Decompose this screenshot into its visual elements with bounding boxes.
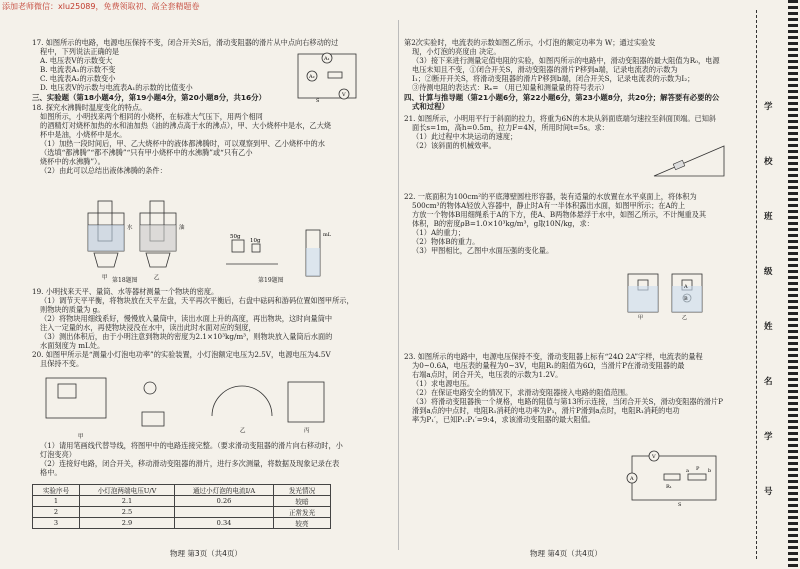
left-text-line: （1）加热一段时间后，甲、乙大烧杯中的液体都沸腾时，可以观察到甲、乙小烧杯中的水 — [40, 139, 325, 148]
B-label: B — [684, 296, 688, 302]
left-text-line: （选填“都沸腾”“都不沸腾”“只有甲小烧杯中的水沸腾”或“只有乙小 — [40, 148, 253, 157]
jia-label: 甲 — [102, 275, 108, 281]
left-text-line: 17. 如图所示的电路，电源电压保持不变，闭合开关S后，滑动变阻器的滑片从中点向右移动的过 — [32, 38, 339, 47]
right-text-line: 体积，B的密度ρB=1.0×10³kg/m³，g取10N/kg，求： — [412, 219, 594, 228]
a-label: a — [686, 468, 689, 474]
left-text-line: 19. 小明找来天平、量筒、水等器材测量一个物块的密度。 — [32, 287, 219, 296]
right-text-line: 23. 如图所示的电路中，电源电压保持不变，滑动变阻器上标有“24Ω 2A”字样，电流表的量程 — [404, 352, 703, 361]
P-label-23: P — [696, 466, 700, 472]
right-text-line: 现，小灯泡的亮度由 决定。 — [412, 47, 501, 56]
right-text-line: 右端a点时，闭合开关，电压表的示数为1.2V。 — [412, 370, 563, 379]
binding-char: 号 — [764, 487, 773, 497]
right-text-line: 电压未知且不变，①闭合开关S，滑动变阻器的滑片P移到a端，记录电流表的示数为 — [412, 65, 678, 74]
b-label: b — [708, 468, 712, 474]
left-text-line: 三、实验题（第18小题4分，第19小题4分，第20小题8分，共16分） — [32, 93, 266, 102]
right-text-line: （2）在保证电路安全的情况下，求滑动变阻器接入电路的阻值范围。 — [412, 388, 633, 397]
table-header: 发光情况 — [274, 485, 331, 496]
binding-char: 学 — [764, 102, 773, 112]
right-text-line: 式和过程） — [412, 102, 449, 111]
left-text-line: 的酒精灯对烧杯加热的水和油加热（油的沸点高于水的沸点），甲、大小烧杯中是水，乙大烧 — [40, 121, 332, 130]
left-text-line: （1）调节天平平衡，将物块放在天平左盘，天平再次平衡后，右盘中砝码和游码位置如图甲所示， — [40, 296, 354, 305]
left-text-line: （3）测出体积后，由于小明注意到物块的密度为2.1×10³kg/m³，则物块放入量筒后水面的 — [40, 332, 333, 341]
table-row: 3 2.9 0.34 较亮 — [33, 518, 331, 529]
edge-pattern — [788, 0, 798, 569]
page-divider — [398, 20, 399, 550]
watermark: 添加老师微信：xlu25089，免费领取初、高全套精题卷 — [2, 2, 200, 11]
left-text-line: B. 电流表A₁的示数不变 — [40, 65, 116, 74]
right-text-line: 21. 如图所示，小明用平行于斜面的拉力，将重为6N的木块从斜面底端匀速拉至斜面顶端。已知斜 — [404, 114, 717, 123]
V-label: V — [342, 92, 346, 98]
table-header: 通过小灯泡的电流I/A — [175, 485, 274, 496]
right-text-line: （1）A的重力； — [412, 228, 465, 237]
right-text-line: 22. 一底面积为100cm²的平底薄壁圆柱形容器，装有适量的水放置在水平桌面上，将体积为 — [404, 192, 697, 201]
ml-label: mL — [323, 232, 332, 238]
q23-circuit-figure — [626, 448, 722, 506]
left-text-line: （2）连接好电路，闭合开关，移动滑动变阻器的滑片，进行多次测量，将数据及现象记录在表 — [40, 459, 340, 468]
left-text-line: 烧杯中的水沸腾”）。 — [40, 157, 105, 166]
right-text-line: （3）甲图相比，乙图中水面压强的变化量。 — [412, 246, 554, 255]
right-text-line: （3）将滑动变阻器换一个规格，电路的阻值与第13所示连接，当闭合开关S，滑动变阻器的滑片P — [412, 397, 723, 406]
left-text-line: A. 电压表V的示数变大 — [40, 56, 113, 65]
left-text-line: 程中，下列说法正确的是 — [40, 47, 120, 56]
table-row: 1 2.1 0.26 较暗 — [33, 496, 331, 507]
left-text-line: （2）将物块用细线系好，慢慢放入量筒中，读出水面上升的高度，再出物块，这时向量筒中 — [40, 314, 333, 323]
left-text-line: 则物块的质量为 g。 — [40, 305, 105, 314]
yi-label: 乙 — [154, 275, 160, 281]
right-text-line: 面长s=1m，高h=0.5m，拉力F=4N，所用时间t=5s。求： — [412, 123, 609, 132]
left-text-line: 18. 探究水沸腾时温度变化的特点。 — [32, 103, 147, 112]
fig19-caption: 第19题图 — [258, 277, 284, 284]
fig18-caption: 第18题图 — [112, 277, 138, 284]
jia-label-22: 甲 — [638, 315, 644, 320]
right-text-line: 第2次实验时，电流表的示数如图乙所示，小灯泡的额定功率为 W；通过实验发 — [404, 38, 656, 47]
left-text-line: （1）请用笔画线代替导线，将图甲中的电路连接完整。（要求滑动变阻器的滑片向右移动时，小 — [40, 441, 343, 450]
A-label-23: A — [630, 476, 634, 482]
right-text-line: 为0~0.6A，电压表的量程为0~3V，电阻R₁的阻值为6Ω，当滑片P在滑动变阻器的最 — [412, 361, 685, 370]
right-text-line: 500cm³的物体A轻放入容器中，静止时A有一半体积露出水面，如图甲所示；在A的上 — [412, 201, 686, 210]
footer-left: 物理 第3页（共4页） — [170, 549, 242, 558]
left-text-line: 20. 如图甲所示是“测量小灯泡电功率”的实验装置，小灯泡额定电压为2.5V，电源电压为4.5V — [32, 350, 331, 359]
right-text-line: （2）物体B的重力。 — [412, 237, 480, 246]
left-text-line: 灯泡变亮） — [40, 450, 76, 459]
q19-balance-figure — [222, 228, 332, 280]
table-header-row — [33, 485, 331, 496]
binding-char: 名 — [764, 377, 773, 387]
oil-label: 油 — [179, 225, 185, 231]
q20-data-table — [32, 484, 331, 529]
jia-label-20: 甲 — [78, 434, 84, 440]
q20-apparatus-figure — [42, 372, 332, 442]
m10-label: 10g — [250, 238, 261, 244]
binding-char: 级 — [764, 267, 773, 277]
q17-circuit-figure — [292, 48, 362, 104]
right-text-line: （1）此过程中木块运动的速度； — [412, 132, 518, 141]
right-text-line: ③待测电阻的表达式：Rₓ= （用已知量和测量量的符号表示） — [412, 83, 609, 92]
yi-label-20: 乙 — [240, 428, 246, 434]
left-text-line: 且保持不变。 — [40, 359, 84, 368]
R1-label-23: R₁ — [666, 484, 672, 490]
table-header: 实验序号 — [33, 485, 80, 496]
q22-container-figure — [622, 268, 712, 320]
left-text-line: 注入一定量的水，再使物块浸没在水中，读出此时水面对应的刻度， — [40, 323, 256, 332]
A2-label: A₂ — [309, 74, 315, 80]
left-text-line: 如图所示，小明找来两个相同的小烧杯，在标准大气压下，用两个相同 — [40, 112, 263, 121]
table-header: 小灯泡两端电压U/V — [80, 485, 175, 496]
left-text-line: C. 电流表A₂的示数变小 — [40, 74, 116, 83]
left-text-line: 格中。 — [40, 468, 62, 477]
q21-incline-figure — [650, 140, 730, 180]
water-label: 水 — [127, 225, 133, 231]
binding-char: 班 — [764, 212, 773, 222]
right-text-line: 四、计算与推导题（第21小题6分，第22小题6分，第23小题8分，共20分；解答要有必要的公 — [404, 93, 720, 102]
right-text-line: 滑到a点的中点时，电阻R₁消耗的电功率为P₁，滑片P滑到a点时，电阻R₁消耗的电功 — [412, 406, 680, 415]
S-label-23: S — [678, 502, 682, 506]
binding-char: 校 — [764, 157, 773, 167]
m50-label: 50g — [230, 234, 241, 240]
left-text-line: 杯中是油，小烧杯中是水。 — [40, 130, 127, 139]
footer-right: 物理 第4页（共4页） — [530, 549, 602, 558]
left-text-line: （2）由此可以总结出液体沸腾的条件： — [40, 166, 167, 175]
right-text-line: （3）接下来进行测量定值电阻的实验，如图丙所示的电路中，滑动变阻器的最大阻值为R₀，电源 — [412, 56, 720, 65]
right-text-line: I₁；②断开开关S，将滑动变阻器的滑片P移到b端，闭合开关S，记录电流表的示数为I₂； — [412, 74, 695, 83]
table-row: 2 2.5 正常发光 — [33, 507, 331, 518]
right-text-line: （2）该斜面的机械效率。 — [412, 141, 496, 150]
V-label-23: V — [652, 454, 656, 460]
A1-label: A₁ — [324, 56, 330, 62]
q18-beaker-figure — [80, 195, 225, 283]
binding-char: 姓 — [764, 322, 773, 332]
yi-label-22: 乙 — [682, 315, 688, 320]
right-text-line: 率为P₁′，已知P₁:P₁′=9:4，求该滑动变阻器的最大阻值。 — [412, 415, 595, 424]
bing-label-20: 丙 — [304, 428, 310, 434]
right-text-line: 方放一个物体B用细绳系于A的下方，使A、B两物体悬浮于水中，如图乙所示，不计绳重及其 — [412, 210, 707, 219]
right-text-line: （1）求电源电压。 — [412, 379, 475, 388]
binding-char: 学 — [764, 432, 773, 442]
left-text-line: D. 电压表V的示数与电流表A₁的示数的比值变小 — [40, 83, 193, 92]
left-text-line: 水面刻度为 mL处。 — [40, 341, 105, 350]
S-label: S — [316, 98, 320, 104]
A-label: A — [684, 284, 688, 290]
